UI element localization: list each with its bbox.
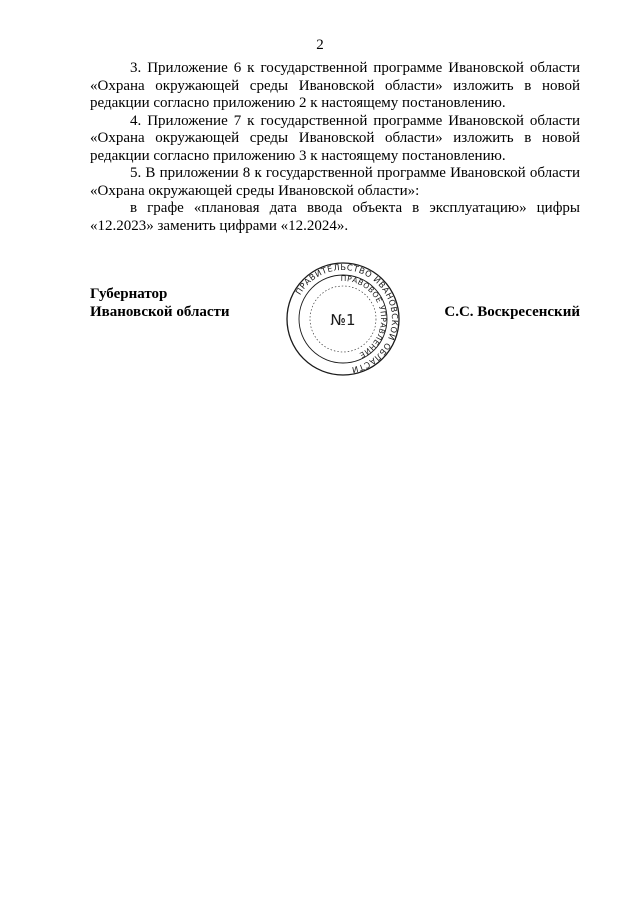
paragraph-3: 3. Приложение 6 к государственной программе Ивановской области «Охрана окружающей среды Ивановской области» изложить в новой редакции согласно приложению 2 к настоящему постановлению.: [90, 60, 580, 111]
signatory-name: С.С. Воскресенский: [444, 304, 580, 320]
paragraph-5-subitem: в графе «плановая дата ввода объекта в эксплуатацию» цифры «12.2023» заменить цифрами «12.2024».: [90, 200, 580, 234]
signatory-title: [90, 285, 230, 321]
seal-inner-text: ПРАВОВОЕ УПРАВЛЕНИЕ: [340, 273, 389, 360]
signatory-title-line2: Ивановской области: [90, 304, 230, 320]
document-body: [90, 60, 580, 235]
official-seal: [285, 261, 401, 377]
signatory-title-line1: Губернатор: [90, 286, 168, 302]
paragraph-4: 4. Приложение 7 к государственной программе Ивановской области «Охрана окружающей среды Ивановской области» изложить в новой редакции согласно приложению 3 к настоящему постановлению.: [90, 112, 580, 164]
signature-block: [90, 261, 580, 385]
seal-outer-text: ПРАВИТЕЛЬСТВО ИВАНОВСКОЙ ОБЛАСТИ: [293, 261, 401, 376]
paragraph-5: 5. В приложении 8 к государственной программе Ивановской области «Охрана окружающей среды Ивановской области»:: [90, 165, 580, 199]
seal-center-text: №1: [330, 311, 356, 329]
page-number: 2: [316, 37, 324, 53]
